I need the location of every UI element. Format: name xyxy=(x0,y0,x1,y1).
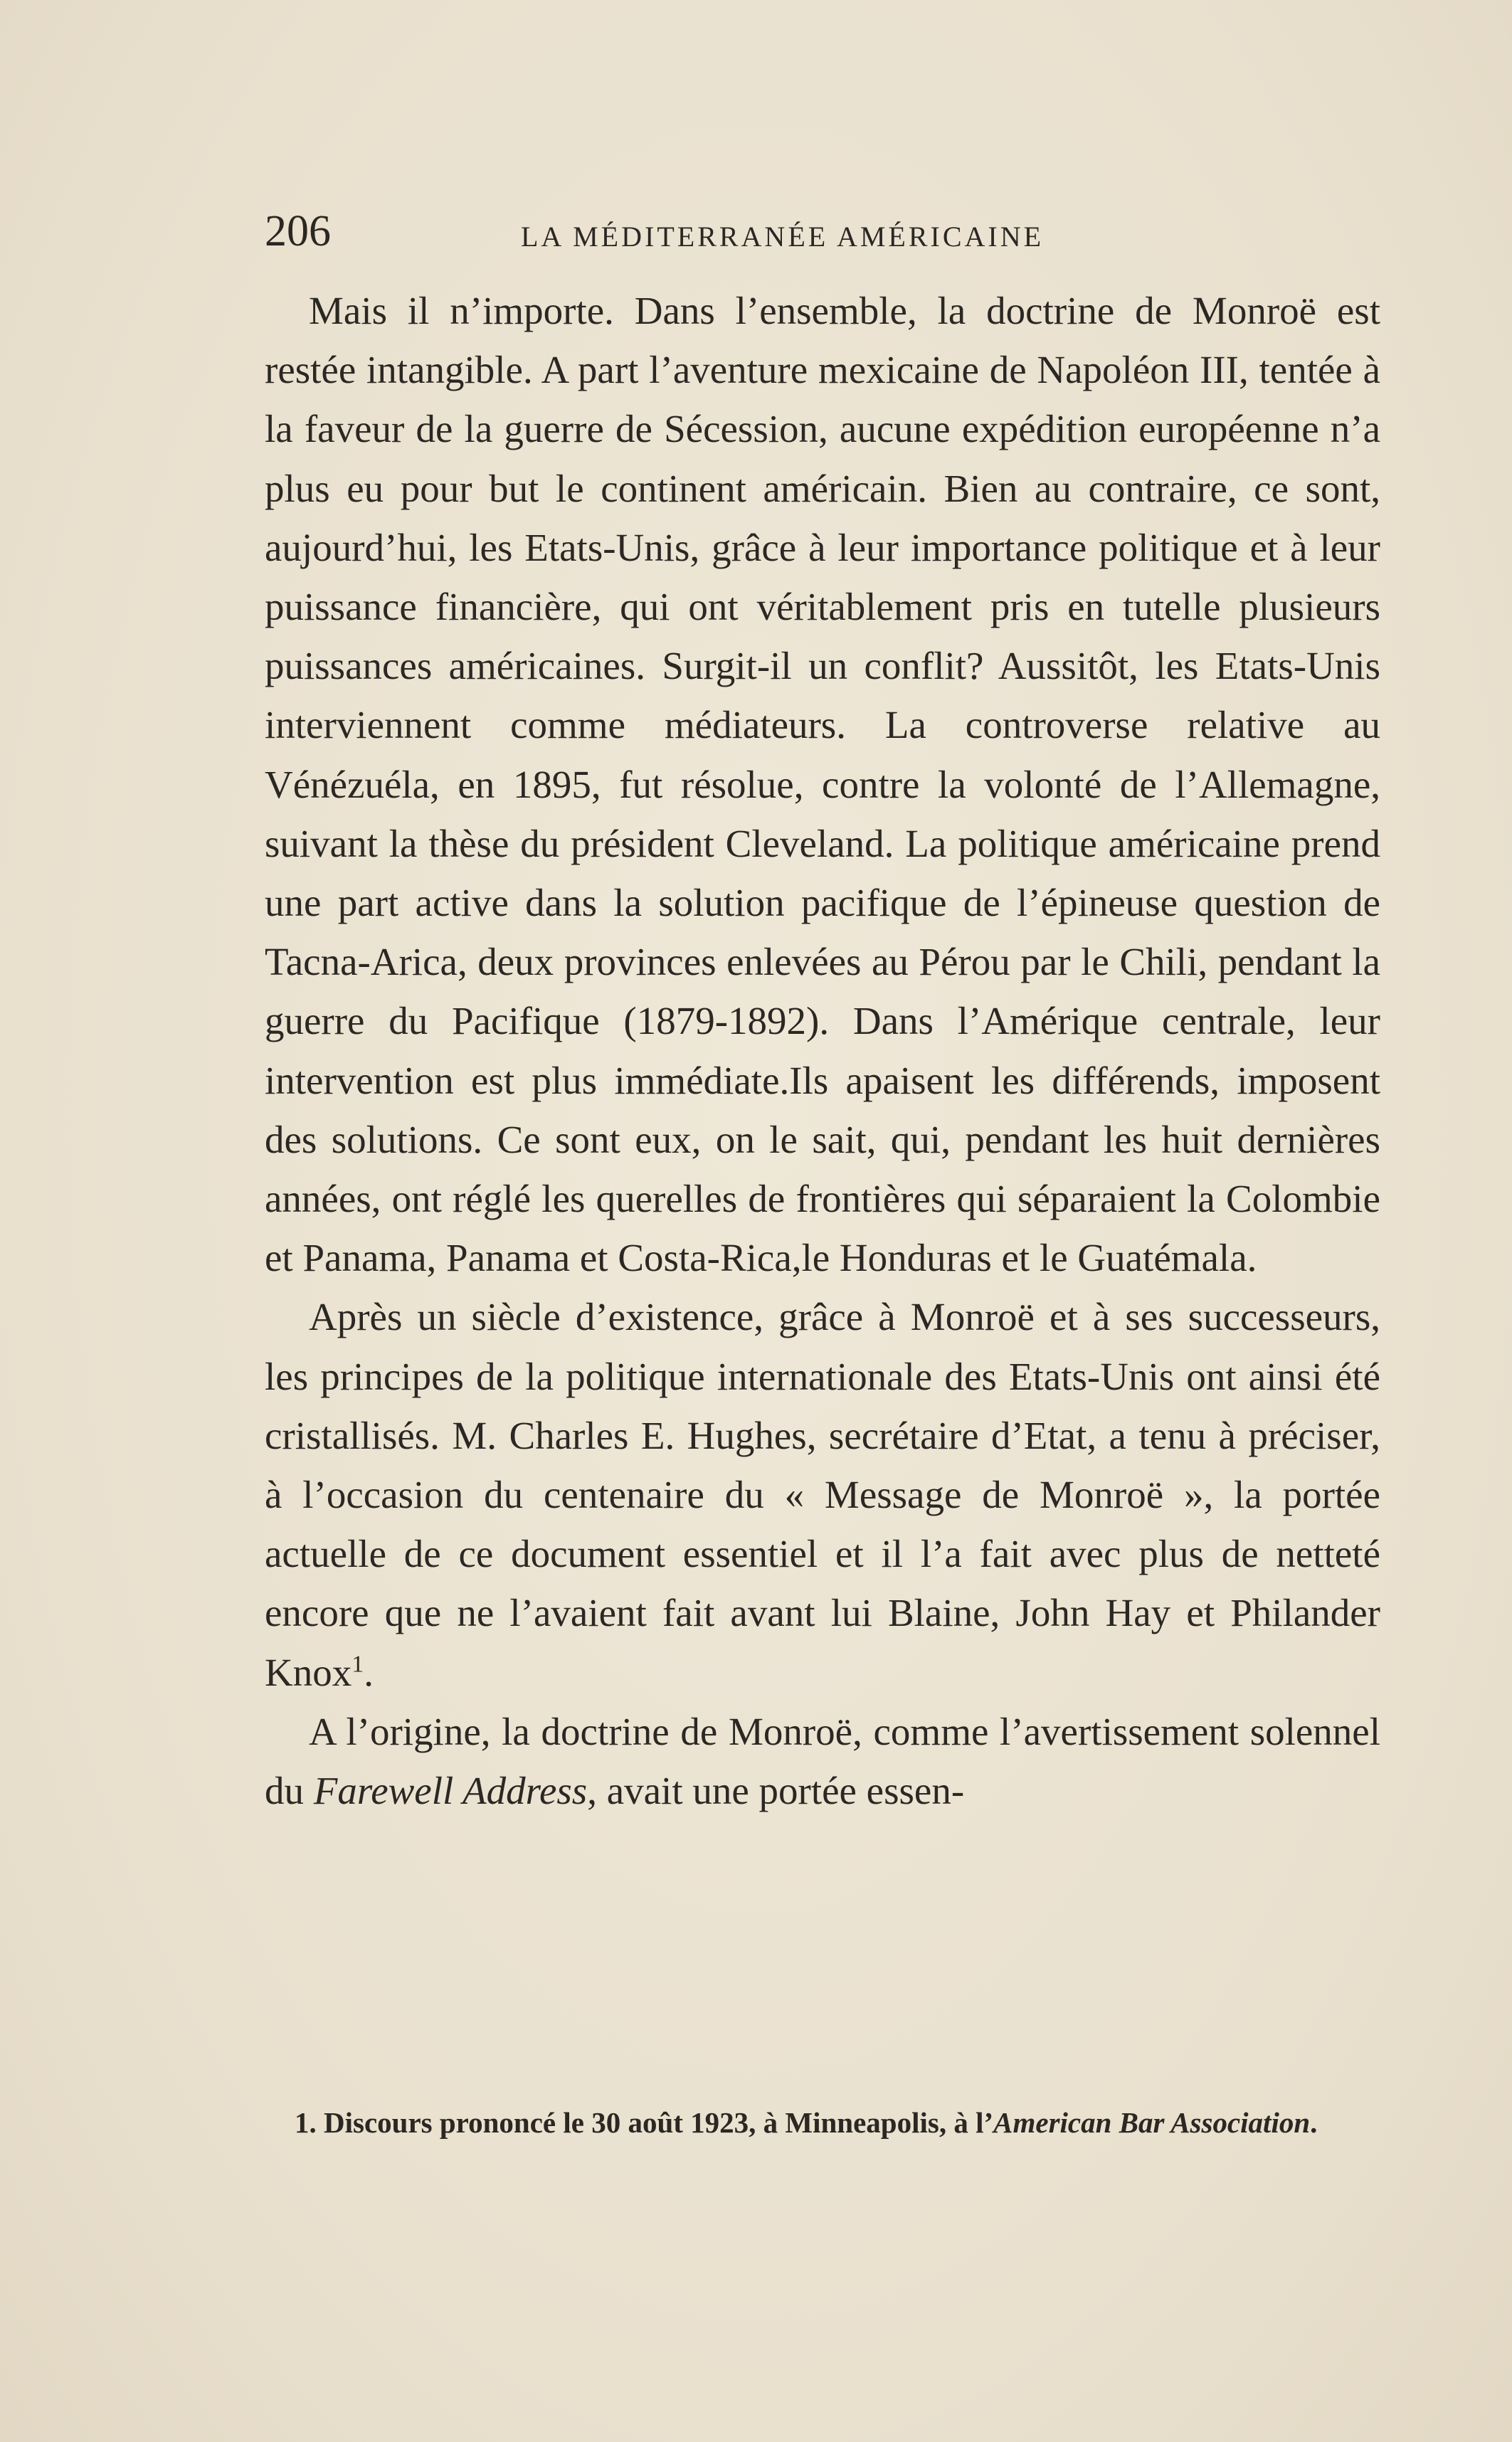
paragraph-3-italic-title: Farewell Address xyxy=(313,1769,588,1813)
body-text xyxy=(265,281,1380,1820)
footnote-end: . xyxy=(1310,2106,1318,2139)
page-header xyxy=(265,206,1389,270)
footnote-italic: American Bar Association xyxy=(993,2106,1311,2139)
paragraph-3 xyxy=(265,1702,1380,1820)
paragraph-2 xyxy=(265,1287,1380,1701)
paragraph-3-text: A l’origine, la doctrine de Monroë, comme l’avertissement solennel du xyxy=(265,1709,1380,1813)
footnote-number: 1. xyxy=(295,2106,317,2139)
running-head: LA MÉDITERRANÉE AMÉRICAINE xyxy=(521,221,1045,253)
paragraph-2-text: Après un siècle d’existence, grâce à Monroë et à ses successeurs, les principes de la politique internationale des Etats-Unis ont ainsi été cristallisés. M. Charles E. Hughes, secrétaire d’Etat, a tenu à préciser, à l’occasion du centenaire du « Message de Monroë », la portée actuelle de ce document essentiel et il l’a fait avec plus de netteté encore que ne l’avaient fait avant lui Blaine, John Hay et Philander Knox xyxy=(265,1295,1380,1694)
paragraph-3-end: , avait une portée essen- xyxy=(587,1769,965,1813)
footnote xyxy=(265,2103,1380,2142)
footnote-reference: 1 xyxy=(351,1651,364,1678)
paragraph-2-end: . xyxy=(364,1650,374,1694)
page-number: 206 xyxy=(265,207,331,255)
footnote-text: Discours prononcé le 30 août 1923, à Minneapolis, à l’ xyxy=(324,2106,994,2139)
paragraph-1: Mais il n’importe. Dans l’ensemble, la doctrine de Monroë est restée intangible. A part l’aventure mexicaine de Napoléon III, tentée à la faveur de la guerre de Sécession, aucune expédition européenne n’a plus eu pour but le continent américain. Bien au contraire, ce sont, aujourd’hui, les Etats-Unis, grâce à leur importance politique et à leur puissance financière, qui ont véritablement pris en tutelle plusieurs puissances américaines. Surgit-il un conflit? Aussitôt, les Etats-Unis interviennent comme médiateurs. La controverse relative au Vénézuéla, en 1895, fut résolue, contre la volonté de l’Allemagne, suivant la thèse du président Cleveland. La politique américaine prend une part active dans la solution pacifique de l’épineuse question de Tacna-Arica, deux provinces enlevées au Pérou par le Chili, pendant la guerre du Pacifique (1879-1892). Dans l’Amérique centrale, leur intervention est plus immédiate.Ils apaisent les différends, imposent des solutions. Ce sont eux, on le sait, qui, pendant les huit dernières années, ont réglé les querelles de frontières qui séparaient la Colombie et Panama, Panama et Costa-Rica,le Honduras et le Guatémala. xyxy=(265,289,1380,1280)
